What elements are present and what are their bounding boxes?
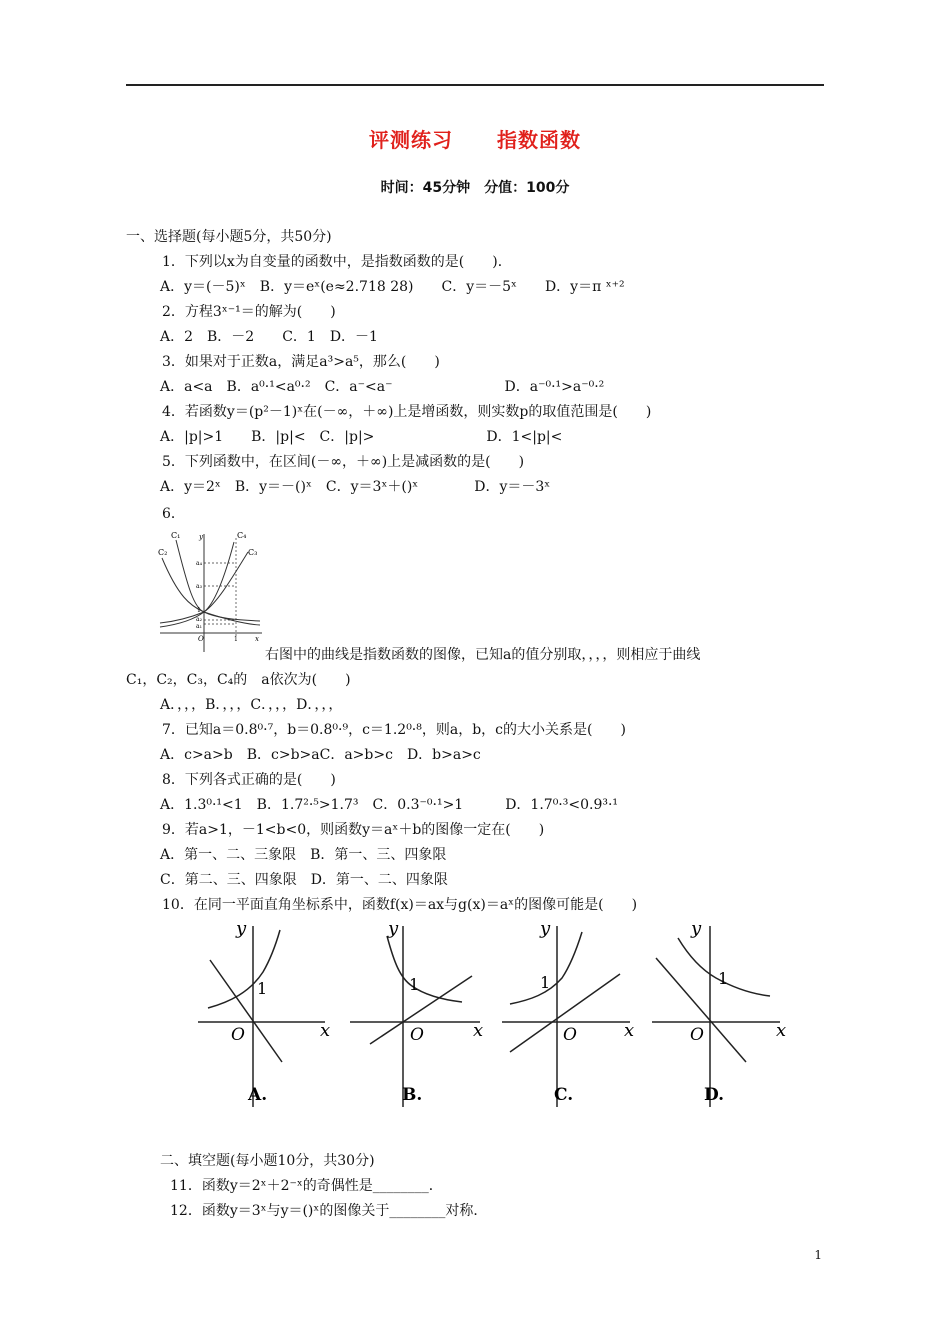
q10-b-label: B. <box>402 1085 423 1105</box>
q5-stem: 5．下列函数中，在区间(－∞，＋∞)上是减函数的是( ) <box>162 454 525 470</box>
title-left: 评测练习 <box>369 128 453 152</box>
q6-label-c3: C₃ <box>248 548 258 557</box>
q6-number: 6． <box>162 506 185 522</box>
q6-x-label: x <box>255 635 259 643</box>
q10-a-label: A. <box>248 1085 268 1105</box>
q10-a-origin: O <box>231 1025 245 1045</box>
q6-y-label: y <box>199 533 203 541</box>
q6-label-a1: a₁ <box>196 623 202 630</box>
q3-options: A．a<a B．a⁰·¹<a⁰·² C．a⁻<a⁻ D．a⁻⁰·¹>a⁻⁰·² <box>160 379 605 395</box>
q10-d-line <box>656 958 746 1062</box>
q10-a-y-label: y <box>236 918 247 939</box>
q6-label-one-x: 1 <box>234 636 238 643</box>
q10-c-y-label: y <box>540 918 551 939</box>
q10-b-origin: O <box>410 1025 424 1045</box>
q10-c-one: 1 <box>540 973 551 992</box>
q6-label-a2: a₂ <box>196 616 202 623</box>
q10-d-label: D. <box>704 1085 725 1105</box>
q10-c-exp-curve <box>510 932 582 1004</box>
title-right: 指数函数 <box>497 128 581 152</box>
q10-stem: 10．在同一平面直角坐标系中，函数f(x)＝ax与g(x)＝aˣ的图像可能是( ) <box>162 897 638 913</box>
q10-b-exp-curve <box>387 936 462 1002</box>
q1-stem: 1．下列以x为自变量的函数中，是指数函数的是( )． <box>162 254 512 270</box>
q7-options: A．c>a>b B．c>b>aC．a>b>c D．b>a>c <box>160 747 481 763</box>
q10-c-origin: O <box>563 1025 577 1045</box>
q6-origin-label: O <box>198 635 204 643</box>
q6-label-a3: a₃ <box>196 583 202 590</box>
q6-exponential-curves-figure <box>156 528 266 656</box>
q2-options: A．2 B．－2 C．1 D．－1 <box>160 329 378 345</box>
q6-label-c2: C₂ <box>158 548 168 557</box>
q10-d-one: 1 <box>718 969 729 988</box>
q10-c-x-label: x <box>624 1020 635 1041</box>
q8-stem: 8．下列各式正确的是( ) <box>162 772 336 788</box>
q10-graph-b <box>350 918 483 1107</box>
q9-stem: 9．若a>1，－1<b<0，则函数y＝aˣ＋b的图像一定在( ) <box>162 822 545 838</box>
q2-stem: 2．方程3ˣ⁻¹＝的解为( ) <box>162 304 336 320</box>
q1-options: A．y＝(－5)ˣ B．y＝eˣ(e≈2.718 28) C．y＝－5ˣ D．y＝π ˣ⁺² <box>160 279 625 295</box>
q10-b-x-label: x <box>473 1020 484 1041</box>
page-number: 1 <box>814 1248 822 1262</box>
q10-b-one: 1 <box>409 975 420 994</box>
q7-stem: 7．已知a＝0.8⁰·⁷，b＝0.8⁰·⁹，c＝1.2⁰·⁸，则a，b，c的大小关系是( ) <box>162 722 626 738</box>
q9-options-line1: A．第一、二、三象限 B．第一、三、四象限 <box>160 847 447 863</box>
q9-options-line2: C．第二、三、四象限 D．第一、二、四象限 <box>160 872 448 888</box>
q10-d-y-label: y <box>691 918 702 939</box>
q10-a-x-label: x <box>320 1020 331 1041</box>
q12-stem: 12．函数y＝3ˣ与y＝()ˣ的图像关于________对称． <box>170 1203 488 1219</box>
q8-options: A．1.3⁰·¹<1 B．1.7²·⁵>1.7³ C．0.3⁻⁰·¹>1 D．1.7⁰·³<0.9³·¹ <box>160 797 619 813</box>
q3-stem: 3．如果对于正数a，满足a³>a⁵，那么( ) <box>162 354 440 370</box>
q10-a-line <box>210 960 282 1062</box>
q6-stem-line2: C₁，C₂，C₃，C₄的 a依次为( ) <box>126 672 351 688</box>
section-choice-heading: 一、选择题(每小题5分，共50分) <box>126 229 332 245</box>
q10-a-one: 1 <box>257 979 268 998</box>
q10-graph-options-figure <box>190 912 800 1112</box>
time-score-line: 时间：45分钟 分值：100分 <box>380 180 570 196</box>
q6-stem-line1: 右图中的曲线是指数函数的图像，已知a的值分别取，，，，则相应于曲线 <box>265 647 701 663</box>
q6-label-one-y: 1 <box>197 607 201 614</box>
q11-stem: 11．函数y＝2ˣ＋2⁻ˣ的奇偶性是________． <box>170 1178 443 1194</box>
q6-label-c1: C₁ <box>171 531 181 540</box>
q10-graph-d <box>652 918 786 1107</box>
q5-options: A．y＝2ˣ B．y＝－()ˣ C．y＝3ˣ＋()ˣ D．y＝－3ˣ <box>160 479 551 495</box>
q4-options: A．|p|>1 B．|p|< C．|p|> D．1<|p|< <box>160 429 563 445</box>
q6-label-c4: C₄ <box>237 531 247 540</box>
q10-d-x-label: x <box>776 1020 787 1041</box>
section-fill-heading: 二、填空题(每小题10分，共30分) <box>160 1153 375 1169</box>
q10-c-label: C. <box>554 1085 574 1105</box>
q4-stem: 4．若函数y＝(p²－1)ˣ在(－∞，＋∞)上是增函数，则实数p的取值范围是( ) <box>162 404 652 420</box>
q10-b-y-label: y <box>388 918 399 939</box>
header-rule <box>126 84 824 86</box>
q6-options: A．，，，B．，，，C．，，，D．，，， <box>160 697 343 713</box>
q10-d-origin: O <box>690 1025 704 1045</box>
q10-graph-a <box>198 918 330 1107</box>
q10-graph-c <box>502 918 634 1107</box>
page-title <box>0 124 950 153</box>
q10-a-exp-curve <box>208 930 280 1008</box>
q6-label-a4: a₄ <box>196 560 202 567</box>
